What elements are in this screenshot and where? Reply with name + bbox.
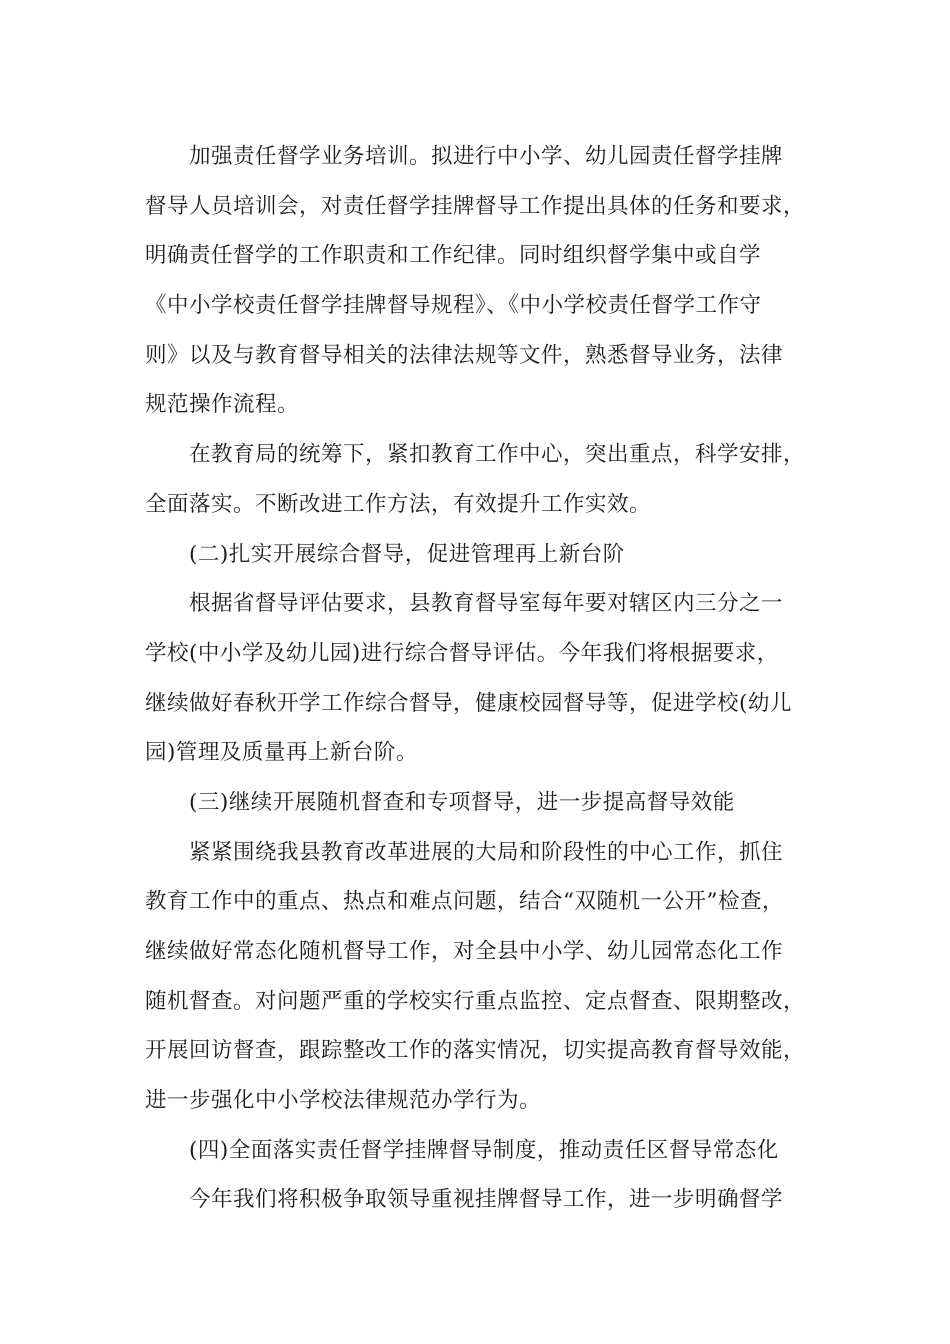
paragraph-line: 《中小学校责任督学挂牌督导规程》、《中小学校责任督学工作守 [145,293,762,319]
paragraph-line: 规范操作流程。 [145,392,300,418]
section-heading: (三)继续开展随机督查和专项督导，进一步提高督导效能 [189,789,735,815]
paragraph-line: 进一步强化中小学校法律规范办学行为。 [145,1088,542,1114]
paragraph-line: 教育工作中的重点、热点和难点问题，结合“双随机一公开”检查， [145,889,784,915]
paragraph-line: 督导人员培训会，对责任督学挂牌督导工作提出具体的任务和要求， [145,193,806,219]
paragraph-line: 加强责任督学业务培训。拟进行中小学、幼儿园责任督学挂牌 [189,144,784,169]
document-page [145,132,825,1225]
paragraph-line: 根据省督导评估要求，县教育督导室每年要对辖区内三分之一 [189,591,784,617]
paragraph-line: 则》以及与教育督导相关的法律法规等文件，熟悉督导业务，法律 [145,342,784,368]
paragraph-line: 继续做好春秋开学工作综合督导，健康校园督导等，促进学校(幼儿 [145,690,792,716]
paragraph-line: 开展回访督查，跟踪整改工作的落实情况，切实提高教育督导效能， [145,1038,806,1064]
paragraph-line: 紧紧围绕我县教育改革进展的大局和阶段性的中心工作，抓住 [189,839,784,865]
section-heading: (四)全面落实责任督学挂牌督导制度，推动责任区督导常态化 [189,1137,779,1163]
paragraph-line: 在教育局的统筹下，紧扣教育工作中心，突出重点，科学安排， [189,442,806,468]
paragraph-line: 全面落实。不断改进工作方法，有效提升工作实效。 [145,491,652,517]
paragraph-line: 园)管理及质量再上新台阶。 [145,740,418,766]
paragraph-line: 学校(中小学及幼儿园)进行综合督导评估。今年我们将根据要求， [145,640,779,666]
section-heading: (二)扎实开展综合督导，促进管理再上新台阶 [189,541,625,567]
paragraph-line: 继续做好常态化随机督导工作，对全县中小学、幼儿园常态化工作 [145,939,784,964]
paragraph-line: 明确责任督学的工作职责和工作纪律。同时组织督学集中或自学 [145,243,762,269]
paragraph-line: 今年我们将积极争取领导重视挂牌督导工作，进一步明确督学 [189,1187,784,1213]
paragraph-line: 随机督查。对问题严重的学校实行重点监控、定点督查、限期整改， [145,988,806,1014]
